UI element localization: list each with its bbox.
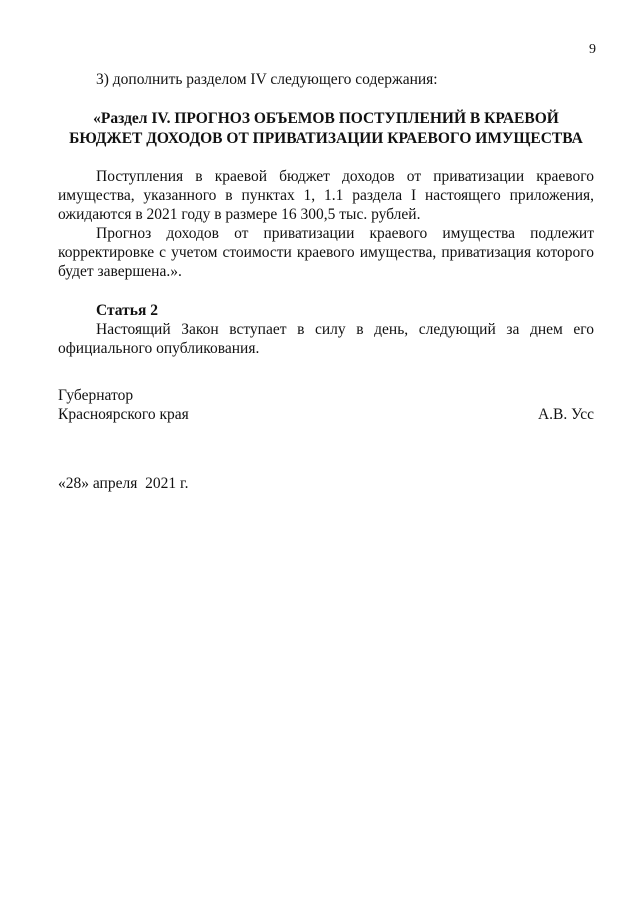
signature-name: А.В. Усс [537,406,594,423]
article-title: Статья 2 [96,302,158,319]
section-heading-line-1: «Раздел IV. ПРОГНОЗ ОБЪЕМОВ ПОСТУПЛЕНИЙ В КРАЕВОЙ [93,110,559,127]
signature-block [58,386,594,424]
article-text: Настоящий Закон вступает в силу в день, следующий за днем его официального опубликования. [58,321,594,357]
signature-position-line-1: Губернатор [58,387,134,404]
document-body [58,70,594,493]
section-paragraph-1: Поступления в краевой бюджет доходов от приватизации краевого имущества, указанного в пунктах 1, 1.1 раздела I настоящего приложения, ожидаются в 2021 году в размере 16 300,5 тыс. рублей. [58,168,594,223]
document-date: «28» апреля 2021 г. [58,475,189,492]
signature-row [58,405,594,424]
section-paragraph-2: Прогноз доходов от приватизации краевого имущества подлежит корректировке с учетом стоимости краевого имущества, приватизация которого будет завершена.». [58,225,594,280]
signature-position-line-2: Красноярского края [58,406,189,423]
section-heading-line-2: БЮДЖЕТ ДОХОДОВ ОТ ПРИВАТИЗАЦИИ КРАЕВОГО ИМУЩЕСТВА [69,130,583,147]
page-number: 9 [589,42,596,57]
amendment-intro: 3) дополнить разделом IV следующего содержания: [96,71,438,88]
section-heading [58,109,594,149]
